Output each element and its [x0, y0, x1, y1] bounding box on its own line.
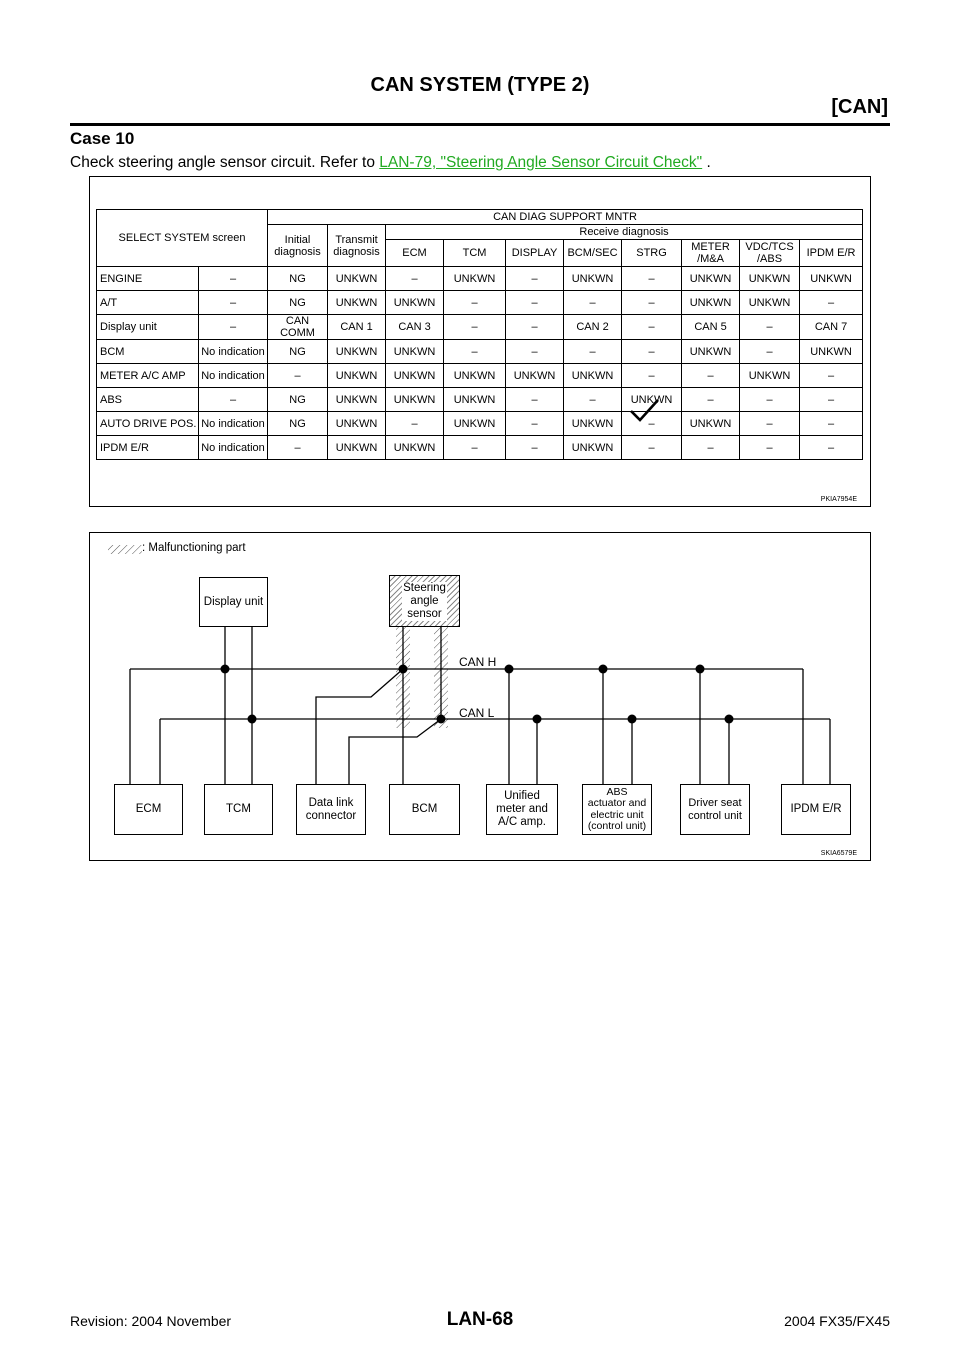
- header-receive-col: BCM/SEC: [564, 240, 622, 267]
- table-cell: –: [622, 340, 682, 364]
- table-cell: –: [622, 267, 682, 291]
- row-system-name: ENGINE: [97, 267, 199, 291]
- table-cell: No indication: [199, 412, 268, 436]
- table-cell: UNKWN: [328, 340, 386, 364]
- table-cell: –: [506, 388, 564, 412]
- table-cell: –: [564, 291, 622, 315]
- table-cell: –: [740, 340, 800, 364]
- header-receive-col: DISPLAY: [506, 240, 564, 267]
- table-cell: –: [800, 388, 863, 412]
- table-cell: NG: [268, 291, 328, 315]
- table-cell: –: [444, 340, 506, 364]
- section-tag: [CAN]: [831, 96, 888, 118]
- table-cell: –: [682, 388, 740, 412]
- row-system-name: METER A/C AMP: [97, 364, 199, 388]
- table-cell: UNKWN: [328, 436, 386, 460]
- malfunction-legend-swatch: [108, 545, 142, 554]
- page-title: CAN SYSTEM (TYPE 2): [370, 74, 590, 96]
- footer-revision: Revision: 2004 November: [70, 1313, 232, 1329]
- header-can-diag: CAN DIAG SUPPORT MNTR: [268, 210, 863, 225]
- header-receive-col: STRG: [622, 240, 682, 267]
- table-cell: UNKWN: [386, 340, 444, 364]
- header-transmit: Transmit diagnosis: [328, 225, 386, 267]
- table-cell: –: [506, 315, 564, 340]
- table-cell: UNKWN: [444, 388, 506, 412]
- bcm-box: BCM: [389, 784, 460, 835]
- instruction-prefix: Check steering angle sensor circuit. Refer to: [70, 154, 380, 171]
- table-cell: –: [506, 267, 564, 291]
- table-cell: UNKWN: [564, 412, 622, 436]
- table-cell: UNKWN: [386, 364, 444, 388]
- table-cell: UNKWN: [328, 364, 386, 388]
- meter-ac-amp-box: Unified meter and A/C amp.: [486, 784, 558, 835]
- header-receive-col: VDC/TCS /ABS: [740, 240, 800, 267]
- row-system-name: ABS: [97, 388, 199, 412]
- table-cell: –: [564, 388, 622, 412]
- table-cell: UNKWN: [682, 412, 740, 436]
- can-h-label: CAN H: [459, 655, 497, 669]
- row-system-name: A/T: [97, 291, 199, 315]
- table-cell: –: [682, 364, 740, 388]
- table-cell: CAN 1: [328, 315, 386, 340]
- table-cell: –: [800, 364, 863, 388]
- table-cell: –: [506, 412, 564, 436]
- table-cell: UNKWN: [386, 291, 444, 315]
- table-cell: UNKWN: [564, 364, 622, 388]
- steering-angle-sensor-label: Steering angle sensor: [403, 581, 446, 620]
- table-cell: UNKWN: [328, 412, 386, 436]
- table-cell: CAN COMM: [268, 315, 328, 340]
- table-cell: –: [444, 315, 506, 340]
- table-cell: –: [268, 364, 328, 388]
- table-cell: –: [740, 388, 800, 412]
- header-receive: Receive diagnosis: [386, 225, 863, 240]
- table-cell: UNKWN: [444, 364, 506, 388]
- table-cell: UNKWN: [800, 340, 863, 364]
- table-cell: –: [622, 436, 682, 460]
- table-cell: –: [506, 436, 564, 460]
- table-cell: CAN 5: [682, 315, 740, 340]
- table-cell: –: [386, 267, 444, 291]
- header-receive-col: IPDM E/R: [800, 240, 863, 267]
- table-cell: –: [199, 388, 268, 412]
- instruction-suffix: .: [702, 154, 711, 171]
- table-cell: UNKWN: [506, 364, 564, 388]
- table-cell: –: [199, 267, 268, 291]
- table-cell: UNKWN: [682, 291, 740, 315]
- table-cell: UNKWN: [564, 436, 622, 460]
- table-cell: UNKWN: [386, 388, 444, 412]
- table-cell: UNKWN: [682, 267, 740, 291]
- table-cell: NG: [268, 340, 328, 364]
- table-cell: –: [444, 436, 506, 460]
- table-cell: –: [800, 436, 863, 460]
- table-cell: –: [740, 412, 800, 436]
- steering-angle-sensor-box: [389, 575, 460, 627]
- table-cell: –: [622, 364, 682, 388]
- table-cell: –: [268, 436, 328, 460]
- table-cell: UNKWN: [740, 267, 800, 291]
- header-receive-col: TCM: [444, 240, 506, 267]
- table-cell: NG: [268, 388, 328, 412]
- ipdm-er-box: IPDM E/R: [781, 784, 851, 835]
- table-cell: –: [622, 412, 682, 436]
- table-cell: –: [800, 291, 863, 315]
- table-cell: UNKWN: [444, 412, 506, 436]
- driver-seat-control-box: Driver seat control unit: [680, 784, 750, 835]
- can-l-label: CAN L: [459, 706, 495, 720]
- table-cell: No indication: [199, 340, 268, 364]
- table-cell: –: [622, 291, 682, 315]
- table-cell: –: [506, 291, 564, 315]
- reference-link[interactable]: LAN-79, "Steering Angle Sensor Circuit Check": [379, 154, 703, 171]
- table-cell: –: [740, 315, 800, 340]
- malfunction-legend: : Malfunctioning part: [142, 542, 246, 554]
- table-cell: –: [386, 412, 444, 436]
- table-cell: UNKWN: [328, 388, 386, 412]
- table-cell: UNKWN: [740, 291, 800, 315]
- figure-id: PKIA7954E: [820, 496, 857, 503]
- table-cell: –: [444, 291, 506, 315]
- header-receive-col: METER /M&A: [682, 240, 740, 267]
- table-cell: –: [199, 315, 268, 340]
- table-cell: –: [740, 436, 800, 460]
- ecm-box: ECM: [114, 784, 183, 835]
- table-cell: NG: [268, 412, 328, 436]
- footer-model: 2004 FX35/FX45: [784, 1313, 890, 1329]
- header-receive-col: ECM: [386, 240, 444, 267]
- figure-id: SKIA6579E: [820, 850, 857, 857]
- table-cell: UNKWN: [328, 291, 386, 315]
- row-system-name: BCM: [97, 340, 199, 364]
- table-cell: –: [622, 315, 682, 340]
- display-unit-box: Display unit: [199, 577, 268, 627]
- tcm-box: TCM: [204, 784, 273, 835]
- table-cell: –: [800, 412, 863, 436]
- row-system-name: IPDM E/R: [97, 436, 199, 460]
- table-cell: –: [564, 340, 622, 364]
- table-cell: UNKWN: [328, 267, 386, 291]
- table-cell: No indication: [199, 364, 268, 388]
- table-cell: –: [506, 340, 564, 364]
- table-cell: No indication: [199, 436, 268, 460]
- table-cell: UNKWN: [800, 267, 863, 291]
- footer-page-number: LAN-68: [446, 1309, 514, 1330]
- table-cell: –: [682, 436, 740, 460]
- table-cell: CAN 2: [564, 315, 622, 340]
- table-cell: –: [199, 291, 268, 315]
- row-system-name: AUTO DRIVE POS.: [97, 412, 199, 436]
- table-cell: UNKWN: [564, 267, 622, 291]
- table-cell: CAN 7: [800, 315, 863, 340]
- row-system-name: Display unit: [97, 315, 199, 340]
- table-cell: CAN 3: [386, 315, 444, 340]
- table-cell: UNKWN: [444, 267, 506, 291]
- case-heading: Case 10: [70, 129, 135, 148]
- table-cell: UNKWN: [386, 436, 444, 460]
- abs-actuator-box: ABS actuator and electric unit (control unit): [582, 784, 652, 835]
- table-cell: UNKWN: [622, 388, 682, 412]
- data-link-connector-box: Data link connector: [296, 784, 366, 835]
- table-cell: NG: [268, 267, 328, 291]
- header-select-system: SELECT SYSTEM screen: [97, 210, 268, 267]
- table-cell: UNKWN: [740, 364, 800, 388]
- table-cell: UNKWN: [682, 340, 740, 364]
- header-initial: Initial diagnosis: [268, 225, 328, 267]
